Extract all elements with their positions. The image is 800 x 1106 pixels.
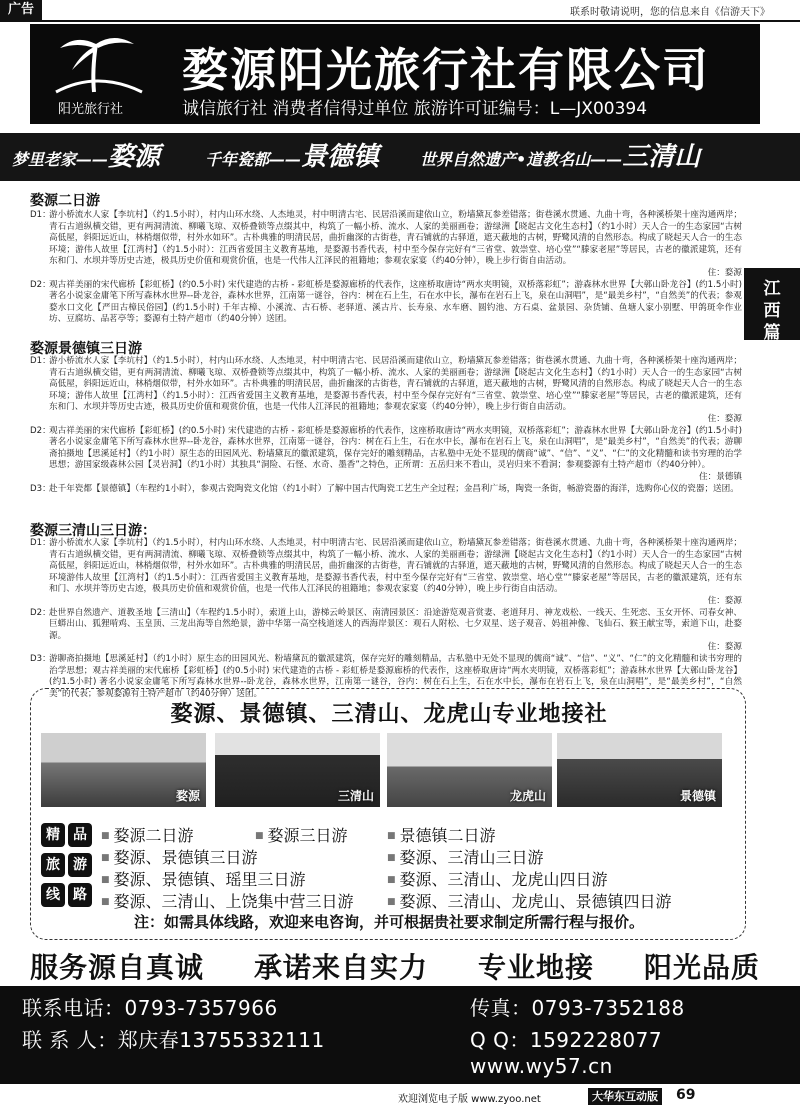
route-item: ■ 婺源、景德镇三日游 xyxy=(101,845,258,868)
route-item: ■ 婺源二日游 xyxy=(101,823,194,846)
route-item: ■ 婺源、三清山、上饶集中营三日游 xyxy=(101,889,354,912)
slogan-jingdezhen: 千年瓷都——景德镇 xyxy=(205,142,380,172)
promo-note: 注：如需具体线路，欢迎来电咨询，并可根据贵社要求制定所需行程与报价。 xyxy=(133,913,644,931)
service-slogan: 专业地接 xyxy=(477,951,594,984)
slogan-band xyxy=(0,133,800,181)
promo-title: 婺源、景德镇、三清山、龙虎山专业地接社 xyxy=(170,702,608,727)
contact-website[interactable]: 网 址：www.wuyuanly.cn xyxy=(49,1082,323,1106)
page-number: 69 xyxy=(676,1087,696,1103)
route-item: ■ 婺源、景德镇、瑶里三日游 xyxy=(101,867,306,890)
agency-header xyxy=(30,24,760,124)
itinerary-days xyxy=(30,356,742,495)
footer-text: 欢迎浏览电子版 www.zyoo.net xyxy=(398,1094,541,1105)
itinerary-days xyxy=(30,210,742,326)
slogan-wuyuan: 梦里老家——婺源 xyxy=(12,142,161,172)
photo-jingdezhen: 景德镇 xyxy=(557,733,722,807)
route-item: ■ 婺源三日游 xyxy=(255,823,348,846)
contact-person: 联 系 人：郑庆春13755332111 xyxy=(22,1028,325,1052)
ad-tag: 广告 xyxy=(0,0,42,20)
photo-sanqingshan: 三清山 xyxy=(215,733,380,807)
contact-fax: 传真：0793-7352188 xyxy=(470,996,685,1020)
itinerary-day: D2： 观古祥美丽的宋代廊桥【彩虹桥】(约0.5小时) 宋代建造的古桥 - 彩虹桥是婺源廊桥的代表作，这座桥取唐诗“两水夹明镜，双桥落彩虹”；游森林水世界【大鄣山卧龙谷】(约1.5小时) 著名小说家金庸笔下所写森林水世界--卧龙谷，森林水世界，江南第一谜谷，谷内：树在石上生，石在水中长，瀑布在岩石上飞，泉在山洞唱”，是“最美乡村”，“自然美”的代表；游聊斋拍摄地【思溪延村】（约1小时）原生态的田园风光、粉墙黛瓦的徽派建筑，保存完好的雕刻精品，古私塾中无处不显现的儒商“诚”、“信”、“义”、“仁”的文化精髓和读书穷理的治学思想；游国家级森林公园【灵岩洞】（约1小时）其独具“洞险、石怪、水奇、墨香”之特色，正所谓：五岳归来不看山，灵岩归来不看洞；参观婺源有土特产超市（约40分钟）。 住：景德镇 xyxy=(30,425,742,482)
page-footer xyxy=(0,1087,800,1106)
itinerary-title: 婺源景德镇三日游 xyxy=(30,341,142,357)
edition-badge: 大华东互动版 xyxy=(588,1088,662,1105)
region-tab-jiangxi: 江 西 篇 xyxy=(744,268,800,340)
itinerary-day: D2： 赴世界自然遗产、道教圣地【三清山】（车程约1.5小时），索道上山，游梯云岭景区、南清园景区：沿途游览观音赏妻、老道拜月、神龙戏松、一线天、生死恋、玉女开怀、司春女神、巨蟒出山、狐狸啃鸡、玉皇顶、三龙出海等自然绝景，游中华第一高空栈道迷人的西海岸景区：观石人附松、七夕双星、送子观音、妈祖神像、飞仙石、猴王献宝等，索道下山，赴婺源。 住：婺源 xyxy=(30,607,742,653)
service-slogan: 阳光品质 xyxy=(643,951,760,984)
itinerary-day: D3： 赴千年瓷都【景德镇】（车程约1小时），参观古瓷陶瓷文化馆（约1小时）了解中国古代陶瓷工艺生产全过程；金昌利广场，陶瓷一条街，畅游瓷器的海洋，选购你心仪的瓷器；送团。 xyxy=(30,483,739,494)
service-slogan: 服务源自真诚 xyxy=(30,951,205,984)
quality-routes-badge: 精 品 旅 游 线 路 xyxy=(41,823,93,907)
itinerary-day: D3： 游聊斋拍摄地【思溪延村】（约1小时）原生态的田园风光、粉墙黛瓦的徽派建筑，保存完好的雕刻精品，古私塾中无处不显现的儒商“诚”、“信”、“义”、“仁”的文化精髓和读书穷理的治学思想；观古祥美丽的宋代廊桥【彩虹桥】(约0.5小时) 宋代建造的古桥 - 彩虹桥是婺源廊桥的代表作，这座桥取唐诗“两水夹明镜，双桥落彩虹”；游森林水世界【大鄣山卧龙谷】(约1.5小时) 著名小说家金庸笔下所写森林水世界--卧龙谷，森林水世界，江南第一谜谷，谷内：树在石上生，石在水中长，瀑布在岩石上飞，泉在山洞唱”，是“最美乡村”，“自然美”的代表；参观婺源有土特产超市（约40分钟）送团。 xyxy=(30,653,742,699)
itinerary-day: D2： 观古祥美丽的宋代廊桥【彩虹桥】(约0.5小时) 宋代建造的古桥 - 彩虹桥是婺源廊桥的代表作，这座桥取唐诗“两水夹明镜，双桥落彩虹”；游森林水世界【大鄣山卧龙谷】(约1.5小时) 著名小说家金庸笔下所写森林水世界--卧龙谷，森林水世界，江南第一谜谷，谷内：树在石上生，石在水中长，瀑布在岩石上飞，泉在山洞唱”，是“最美乡村”，“自然美”的代表；参观婺水口文化【严田古樟民俗园】(约1.5小时) 千年古樟、小溪流、古石桥、老驿道、溪古片、长寿泉、水车磨、圆钓池、方石桌、盆景园、杂货铺、鱼塘人家小别墅、甲鸽斑伞作业坊、豆腐坊、品茗亭等；婺源有土特产超市（约40分钟）送团。 xyxy=(30,279,742,325)
slogan-sanqingshan: 世界自然遗产•道教名山——三清山 xyxy=(420,142,701,172)
service-slogan: 承诺来自实力 xyxy=(253,951,428,984)
contact-phone: 联系电话：0793-7357966 xyxy=(22,996,278,1020)
route-item: ■ 婺源、三清山、龙虎山、景德镇四日游 xyxy=(387,889,672,912)
top-notice: 联系时敬请说明，您的信息来自《信游天下》 xyxy=(570,7,770,18)
contact-website-2[interactable]: www.wy57.cn xyxy=(470,1054,613,1078)
top-strip xyxy=(0,0,800,22)
contact-qq: Q Q：1592228077 xyxy=(470,1028,663,1052)
itinerary-days xyxy=(30,538,742,700)
route-item: ■ 婺源、三清山、龙虎山四日游 xyxy=(387,867,608,890)
itinerary-day: D1： 游小桥流水人家【李坑村】（约1.5小时），村内山环水绕、人杰地灵，村中明清古宅、民居沿溪而建依山立，粉墙黛瓦参差错落；街巷溪水贯通、九曲十弯，各种溪桥架十座沟通两岸；青石古道纵横交错，更有两洞清流、柳曦飞琼、双桥叠锁等点缀其中，构筑了一幅小桥、流水、人家的美丽画卷；游绿洲【晓起古文化生态村】（约1小时）天人合一的生态家园“古树高低屋，斜阳远近山，林梢烟似带，村外水如环”。古朴典雅的明清民居，曲折幽深的古街巷，青石铺就的古驿道，遮天蔽地的古树，野鹭风清的自然形态。构成了晓起天人合一的生态环境；游伟人故里【江湾村】（约1.5小时）：江西省爱国主义教育基地，是婺源书香代表，村中至今保存完好有“三省堂、敦崇堂、培心堂”“滕家老屋”等居民，古老的徽派建筑，还有东和门、水坝并等历史古迹，极具历史价值和观赏价值，也是一代伟人江泽民的祖籍地；参观农家宴（约40分钟），晚上步行街自由活动。 住：婺源 xyxy=(30,356,742,424)
photo-longhushan: 龙虎山 xyxy=(387,733,552,807)
route-item: ■ 婺源、三清山三日游 xyxy=(387,845,544,868)
itinerary-day: D1： 游小桥流水人家【李坑村】（约1.5小时），村内山环水绕、人杰地灵，村中明清古宅、民居沿溪而建依山立，粉墙黛瓦参差错落；街巷溪水贯通、九曲十弯，各种溪桥架十座沟通两岸；青石古道纵横交错，更有两洞清流、柳曦飞琼、双桥叠锁等点缀其中，构筑了一幅小桥、流水、人家的美丽画卷；游绿洲【晓起古文化生态村】（约1小时）天人合一的生态家园“古树高低屋，斜阳远近山，林梢烟似带，村外水如环”。古朴典雅的明清民居，曲折幽深的古街巷，青石铺就的古驿道，遮天蔽地的古树，野鹭风清的自然形态。构成了晓起天人合一的生态环境游伟人故里【江湾村】（约1.5小时）：江西省爱国主义教育基地，是婺源书香代表，村中至今保存完好有“三省堂、敦崇堂、培心堂”“滕家老屋”等居民，古老的徽派建筑，还有东和门、水坝并等历史古迹，极具历史价值和观赏价值，也是一代伟人江泽民的祖籍地；参观农家宴（约40分钟），晚上步行街自由活动。 住：婺源 xyxy=(30,538,742,606)
promo-box xyxy=(30,688,746,940)
agency-name: 婺源阳光旅行社有限公司 xyxy=(182,43,710,97)
route-item: ■ 景德镇二日游 xyxy=(387,823,496,846)
agency-subtitle: 诚信旅行社 消费者信得过单位 旅游许可证编号：L—JX00394 xyxy=(182,99,648,119)
photo-wuyuan: 婺源 xyxy=(41,733,206,807)
logo-text: 阳光旅行社 xyxy=(58,102,124,117)
itinerary-day: D1： 游小桥流水人家【李坑村】（约1.5小时），村内山环水绕、人杰地灵，村中明清古宅、民居沿溪而建依山立，粉墙黛瓦参差错落；街巷溪水贯通、九曲十弯，各种溪桥架十座沟通两岸；青石古道纵横交错，更有两洞清流、柳曦飞琼、双桥叠锁等点缀其中，构筑了一幅小桥、流水、人家的美丽画卷；游绿洲【晓起古文化生态村】（约1小时）天人合一的生态家园“古树高低屋，斜阳远近山，林梢烟似带，村外水如环”。古朴典雅的明清民居，曲折幽深的古街巷，青石铺就的古驿道，遮天蔽地的古树，野鹭风清的自然形态。构成了晓起天人合一的生态环境；游伟人故里【江湾村】（约1.5小时）：江西省爱国主义教育基地，是婺源书香代表，村中至今保存完好有“三省堂、敦崇堂、培心堂”“滕家老屋”等居民，古老的徽派建筑，还有东和门、水坝并等历史古迹，极具历史价值和观赏价值，也是一代伟人江泽民的祖籍地；参观农家宴（约40分钟），晚上步行街自由活动。 住：婺源 xyxy=(30,210,742,278)
itinerary-title: 婺源三清山三日游： xyxy=(30,523,156,539)
itinerary-title: 婺源二日游 xyxy=(30,193,100,209)
service-slogans xyxy=(30,946,760,986)
